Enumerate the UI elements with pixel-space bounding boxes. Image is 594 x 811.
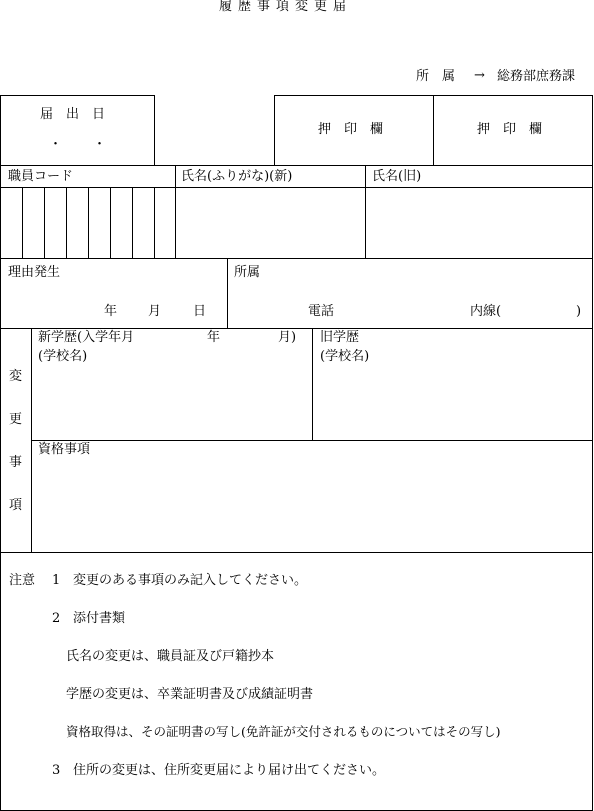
new-education-label: 新学歴(入学年月 [38, 330, 135, 345]
submission-date-label: 届 出 日 [40, 107, 106, 122]
routing-destination: 総務部庶務課 [497, 69, 576, 84]
new-education-field[interactable] [32, 329, 311, 439]
name-new-field[interactable] [176, 188, 364, 257]
qualification-label: 資格事項 [38, 442, 91, 457]
name-new-label: 氏名(ふりがな)(新) [181, 169, 293, 184]
old-education-field[interactable] [313, 329, 591, 439]
submission-date-field[interactable] [1, 96, 153, 164]
reason-label: 理由発生 [8, 265, 61, 280]
seal-box-1[interactable] [275, 96, 432, 164]
affiliation-label: 所属 [234, 265, 261, 280]
new-education-month: 月) [278, 330, 297, 345]
affiliation-field[interactable] [228, 259, 591, 327]
routing-label: 所 属 [416, 69, 456, 84]
old-education-label: 旧学歴 [320, 330, 360, 345]
staff-code-field[interactable] [1, 188, 174, 257]
old-education-school: (学校名) [320, 349, 370, 364]
note-3-number: 3 [52, 763, 61, 778]
phone-label: 電話 [308, 304, 335, 319]
note-2-item-b: 学歴の変更は、卒業証明書及び成績証明書 [66, 687, 314, 702]
page-title: 履歴事項変更届 [219, 0, 353, 14]
new-education-year: 年 [207, 330, 221, 345]
reason-date-field[interactable] [1, 259, 226, 327]
change-vertical-4: 項 [9, 498, 23, 513]
extension-label: 内線( [470, 304, 502, 319]
seal-box-2[interactable] [434, 96, 591, 164]
qualification-field[interactable] [32, 441, 591, 551]
change-vertical-3: 事 [9, 455, 23, 470]
extension-close: ) [576, 304, 582, 319]
note-3-text: 住所の変更は、住所変更届により届け出てください。 [73, 763, 386, 778]
note-1-text: 変更のある事項のみ記入してください。 [73, 573, 308, 588]
note-2-text: 添付書類 [73, 611, 126, 626]
reason-day-label: 日 [193, 304, 207, 319]
notes-heading: 注意 [9, 573, 36, 588]
seal-box-2-label: 押 印 欄 [477, 122, 543, 137]
reason-month-label: 月 [148, 304, 162, 319]
note-1-number: 1 [52, 573, 61, 588]
change-vertical-1: 変 [9, 369, 23, 384]
arrow-icon: → [474, 68, 485, 83]
change-vertical-2: 更 [9, 412, 23, 427]
date-dot-2: ・ [93, 137, 107, 152]
note-2-item-a: 氏名の変更は、職員証及び戸籍抄本 [66, 649, 275, 664]
seal-box-1-label: 押 印 欄 [318, 122, 384, 137]
name-old-field[interactable] [366, 188, 591, 257]
name-old-label: 氏名(旧) [372, 169, 422, 184]
reason-year-label: 年 [104, 304, 118, 319]
note-2-item-c: 資格取得は、その証明書の写し(免許証が交付されるものについてはその写し) [66, 724, 501, 739]
staff-code-label: 職員コード [8, 169, 74, 184]
date-dot-1: ・ [49, 137, 63, 152]
note-2-number: 2 [52, 611, 61, 626]
new-education-school: (学校名) [38, 349, 88, 364]
